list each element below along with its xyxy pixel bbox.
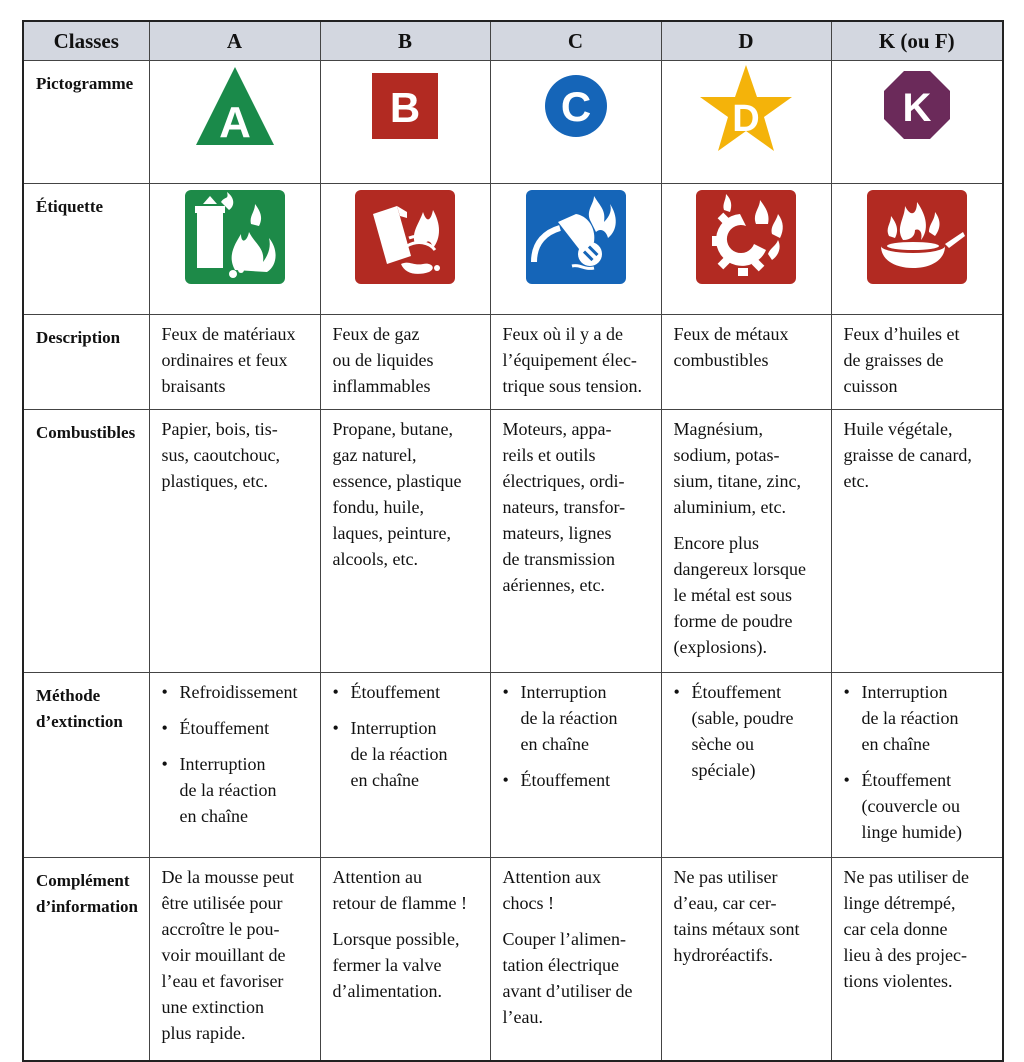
bullet-item: • Étouffement [503,767,653,793]
label-b-cell [320,184,490,315]
trash-can-fire-icon [183,184,287,288]
pictogram-a-cell [149,61,320,184]
svg-text:B: B [389,84,421,131]
combustibles-d-list: Magnésium, sodium, potas- sium, titane, zinc, aluminium, etc. [673,419,801,517]
combustibles-a: Papier, bois, tis- sus, caoutchouc, plastiques, etc. [149,410,320,673]
bullet-item: • Interruption de la réaction en chaîne [333,715,482,793]
label-k-cell [831,184,1003,315]
description-row [23,315,1003,410]
complement-d: Ne pas utiliser d’eau, car cer- tains métaux sont hydroréactifs. [661,858,831,1062]
metal-gear-fire-icon [694,184,798,288]
header-class-b: B [320,21,490,61]
bullet-item: • Interruption de la réaction en chaîne [844,679,995,757]
combustibles-d [661,410,831,673]
row-label-methode: Méthode d’extinction [23,673,149,858]
complement-b-warning: Attention au retour de flamme ! [332,867,467,913]
row-label-complement: Complément d’information [23,858,149,1062]
label-c-cell [490,184,661,315]
complement-c-advice: Couper l’alimen- tation électrique avant d’utiliser de l’eau. [502,929,633,1027]
pictogram-k-cell [831,61,1003,184]
header-class-d: D [661,21,831,61]
description-a: Feux de matériaux ordinaires et feux braisants [149,315,320,410]
header-class-k: K (ou F) [831,21,1003,61]
pictogram-b-cell [320,61,490,184]
description-k: Feux d’huiles et de graisses de cuisson [831,315,1003,410]
methode-b [320,673,490,858]
row-label-description: Description [23,315,149,410]
row-label-combustibles: Combustibles [23,410,149,673]
bullet-item: • Étouffement (couvercle ou linge humide) [844,767,995,845]
methode-row [23,673,1003,858]
complement-b-advice: Lorsque possible, fermer la valve d’alimentation. [332,929,460,1001]
combustibles-k: Huile végétale, graisse de canard, etc. [831,410,1003,673]
header-classes: Classes [23,21,149,61]
header-class-a: A [149,21,320,61]
bullet-item: • Étouffement (sable, poudre sèche ou spéciale) [674,679,823,783]
combustibles-d-note: Encore plus dangereux lorsque le métal est sous forme de poudre (explosions). [673,533,806,657]
octagon-k-pictogram-icon [872,61,962,151]
methode-d [661,673,831,858]
complement-a: De la mousse peut être utilisée pour accroître le pou- voir mouillant de l’eau et favoriser une extinction plus rapide. [149,858,320,1062]
row-label-pictogramme: Pictogramme [23,61,149,184]
frying-pan-fire-icon [865,184,969,288]
label-a-cell [149,184,320,315]
bullet-item: • Interruption de la réaction en chaîne [503,679,653,757]
methode-a [149,673,320,858]
spilled-liquid-fire-icon [353,184,457,288]
star-d-pictogram-icon [696,61,796,157]
pictogram-c-cell [490,61,661,184]
svg-text:A: A [218,98,251,147]
complement-b [320,858,490,1062]
triangle-a-pictogram-icon [190,61,280,151]
combustibles-row [23,410,1003,673]
row-label-etiquette: Étiquette [23,184,149,315]
combustibles-c: Moteurs, appa- reils et outils électriques, ordi- nateurs, transfor- mateurs, lignes de transmission aériennes, etc. [490,410,661,673]
complement-k: Ne pas utiliser de linge détrempé, car cela donne lieu à des projec- tions violentes. [831,858,1003,1062]
bullet-item: • Interruption de la réaction en chaîne [162,751,312,829]
bullet-item: • Étouffement [162,715,312,741]
header-row [23,21,1003,61]
complement-row [23,858,1003,1062]
header-class-c: C [490,21,661,61]
square-b-pictogram-icon [360,61,450,151]
description-c: Feux où il y a de l’équipement élec- trique sous tension. [490,315,661,410]
svg-text:D: D [732,98,760,140]
description-d: Feux de métaux combustibles [661,315,831,410]
bullet-item: • Refroidissement [162,679,312,705]
pictogram-d-cell [661,61,831,184]
label-row [23,184,1003,315]
methode-c [490,673,661,858]
pictogram-row [23,61,1003,184]
description-b: Feux de gaz ou de liquides inflammables [320,315,490,410]
svg-text:C: C [560,83,591,130]
label-d-cell [661,184,831,315]
combustibles-b: Propane, butane, gaz naturel, essence, plastique fondu, huile, laques, peinture, alcools, etc. [320,410,490,673]
circle-c-pictogram-icon [531,61,621,151]
complement-c [490,858,661,1062]
svg-text:K: K [902,86,932,130]
complement-c-warning: Attention aux chocs ! [502,867,601,913]
bullet-item: • Étouffement [333,679,482,705]
methode-k [831,673,1003,858]
electric-plug-fire-icon [524,184,628,288]
fire-classes-table [22,20,1004,1062]
